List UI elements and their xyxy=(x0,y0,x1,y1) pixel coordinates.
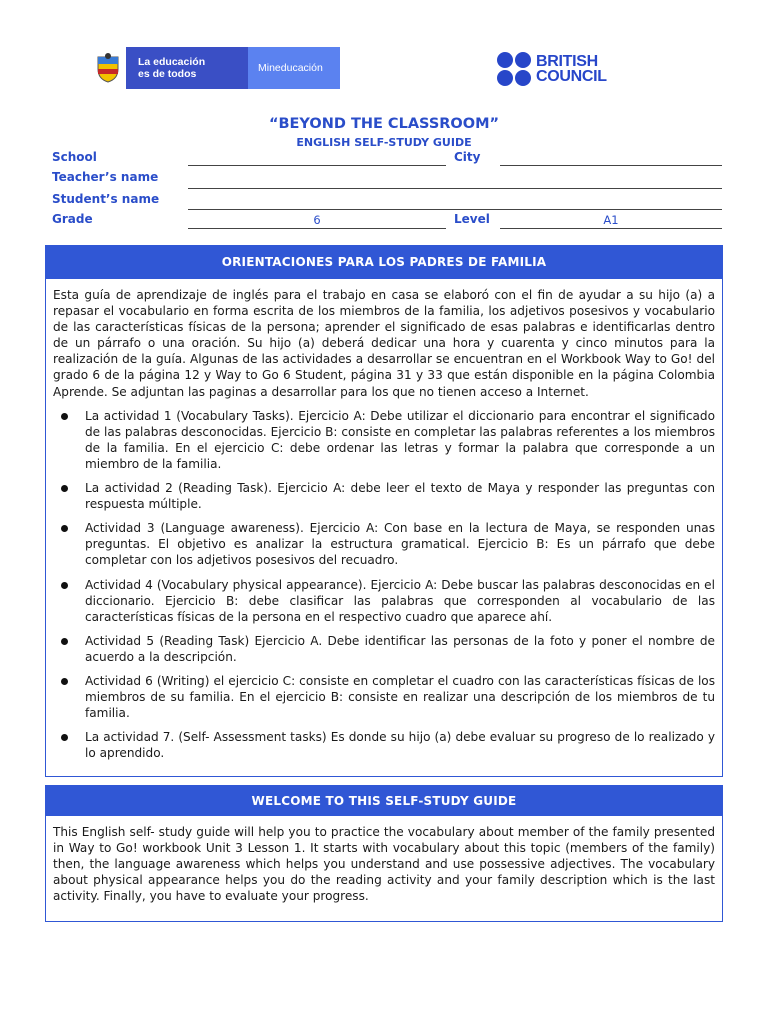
level-field[interactable] xyxy=(500,228,722,229)
bullet-icon xyxy=(61,413,68,420)
student-label: Student’s name xyxy=(52,192,160,206)
bullet-icon xyxy=(61,734,68,741)
grade-value: 6 xyxy=(313,213,321,227)
activity-text: Actividad 3 (Language awareness). Ejercicio A: Con base en la lectura de Maya, se responden unas preguntas. El objetivo es analizar la estructura gramatical. Ejercicio B: Es un párrafo que debe completar con los adjetivos posesivos del recuadro. xyxy=(85,521,715,568)
teacher-label: Teacher’s name xyxy=(52,170,159,184)
bc-line1: BRITISH xyxy=(536,53,598,70)
logo-slogan-line2: es de todos xyxy=(138,68,197,80)
parents-intro-text: Esta guía de aprendizaje de inglés para el trabajo en casa se elaboró con el fin de ayudar a su hijo (a) a repasar el vocabulario en forma escrita de los miembros de la familia, los adjetivos posesivos y vocabulario de las características físicas de la persona; aprender el significado de esas palabras e identificarlas dentro de un párrafo o una oración. Su hijo (a) deberá dedicar una hora y cuarenta y cinco minutos para la realización de la guía. Algunas de las actividades a desarrollar se encuentran en el Workbook Way to Go! del grado 6 de la página 12 y Way to Go 6 Student, página 31 y 33 que están disponible en la página Colombia Aprende. Se adjuntan las paginas a desarrollar para los que no tienen acceso a Internet. xyxy=(53,288,715,399)
activity-text: Actividad 5 (Reading Task) Ejercicio A. Debe identificar las personas de la foto y poner el nombre de acuerdo a la descripción. xyxy=(85,633,715,664)
city-field[interactable] xyxy=(500,165,722,166)
page-subtitle: ENGLISH SELF-STUDY GUIDE xyxy=(296,136,472,149)
level-value: A1 xyxy=(603,213,619,227)
logo-slogan-line1: La educación xyxy=(138,56,206,68)
bullet-icon xyxy=(61,485,68,492)
welcome-heading: WELCOME TO THIS SELF-STUDY GUIDE xyxy=(46,786,722,816)
list-item xyxy=(53,520,715,568)
teacher-field[interactable] xyxy=(188,188,722,189)
mineducacion-logo xyxy=(90,47,340,89)
bullet-icon xyxy=(61,638,68,645)
page-title: “BEYOND THE CLASSROOM” xyxy=(268,116,500,132)
activity-text: Actividad 6 (Writing) el ejercicio C: consiste en completar el cuadro con las características físicas de los miembros de su familia. En el ejercicio B: consiste en realizar una descripción de los miembros de tu familia. xyxy=(85,673,715,721)
grade-field[interactable] xyxy=(188,228,446,229)
city-label: City xyxy=(454,150,481,164)
british-council-wordmark xyxy=(536,54,607,84)
activity-text: La actividad 2 (Reading Task). Ejercicio A: debe leer el texto de Maya y responder las preguntas con respuesta múltiple. xyxy=(85,481,715,512)
list-item xyxy=(53,577,715,625)
school-field[interactable] xyxy=(188,165,446,166)
bullet-icon xyxy=(61,678,68,685)
british-council-logo xyxy=(497,52,607,86)
grade-label: Grade xyxy=(52,212,93,226)
list-item xyxy=(53,633,715,665)
parents-guidance-section xyxy=(45,245,723,777)
welcome-text: This English self- study guide will help you to practice the vocabulary about member of the family presented in Way to Go! workbook Unit 3 Lesson 1. It starts with vocabulary about this topic (members of the family) then, the language awareness which helps you understand and use possessive adjectives. The vocabulary about physical appearance helps you do the reading activity and your family description which is the last activity. Finally, you have to evaluate your progress. xyxy=(53,825,715,904)
bc-line2: COUNCIL xyxy=(536,68,607,85)
activity-text: La actividad 7. (Self- Assessment tasks) Es donde su hijo (a) debe evaluar su progreso de lo realizado y lo aprendido. xyxy=(85,730,715,761)
list-item xyxy=(53,673,715,721)
list-item xyxy=(53,480,715,512)
activity-text: La actividad 1 (Vocabulary Tasks). Ejercicio A: Debe utilizar el diccionario para encontrar el significado de las palabras desconocidas. Ejercicio B: consiste en completar las palabras referentes a los miembros de la familia. En el ejercicio C: debe ordenar las letras y formar la palabra que corresponde a un miembro de la familia. xyxy=(85,408,715,471)
level-label: Level xyxy=(454,212,490,226)
student-field[interactable] xyxy=(188,209,722,210)
bullet-icon xyxy=(61,525,68,532)
logo-brand xyxy=(248,47,340,89)
colombia-crest-icon xyxy=(90,47,126,89)
list-item xyxy=(53,729,715,761)
list-item xyxy=(53,408,715,472)
bullet-icon xyxy=(61,582,68,589)
logo-slogan xyxy=(126,47,248,89)
welcome-section xyxy=(45,785,723,922)
activity-list xyxy=(53,408,715,762)
parents-guidance-heading: ORIENTACIONES PARA LOS PADRES DE FAMILIA xyxy=(46,246,722,279)
british-council-dots-icon xyxy=(497,52,531,86)
logo-brand-text: Mineducación xyxy=(258,62,323,74)
activity-text: Actividad 4 (Vocabulary physical appearance). Ejercicio A: Debe buscar las palabras desconocidas en el diccionario. Ejercicio B: debe clasificar las palabras que corresponden al vocabulario de las características físicas de la persona en el respectivo cuadro que aparece ahí. xyxy=(85,577,715,624)
school-label: School xyxy=(52,150,97,164)
